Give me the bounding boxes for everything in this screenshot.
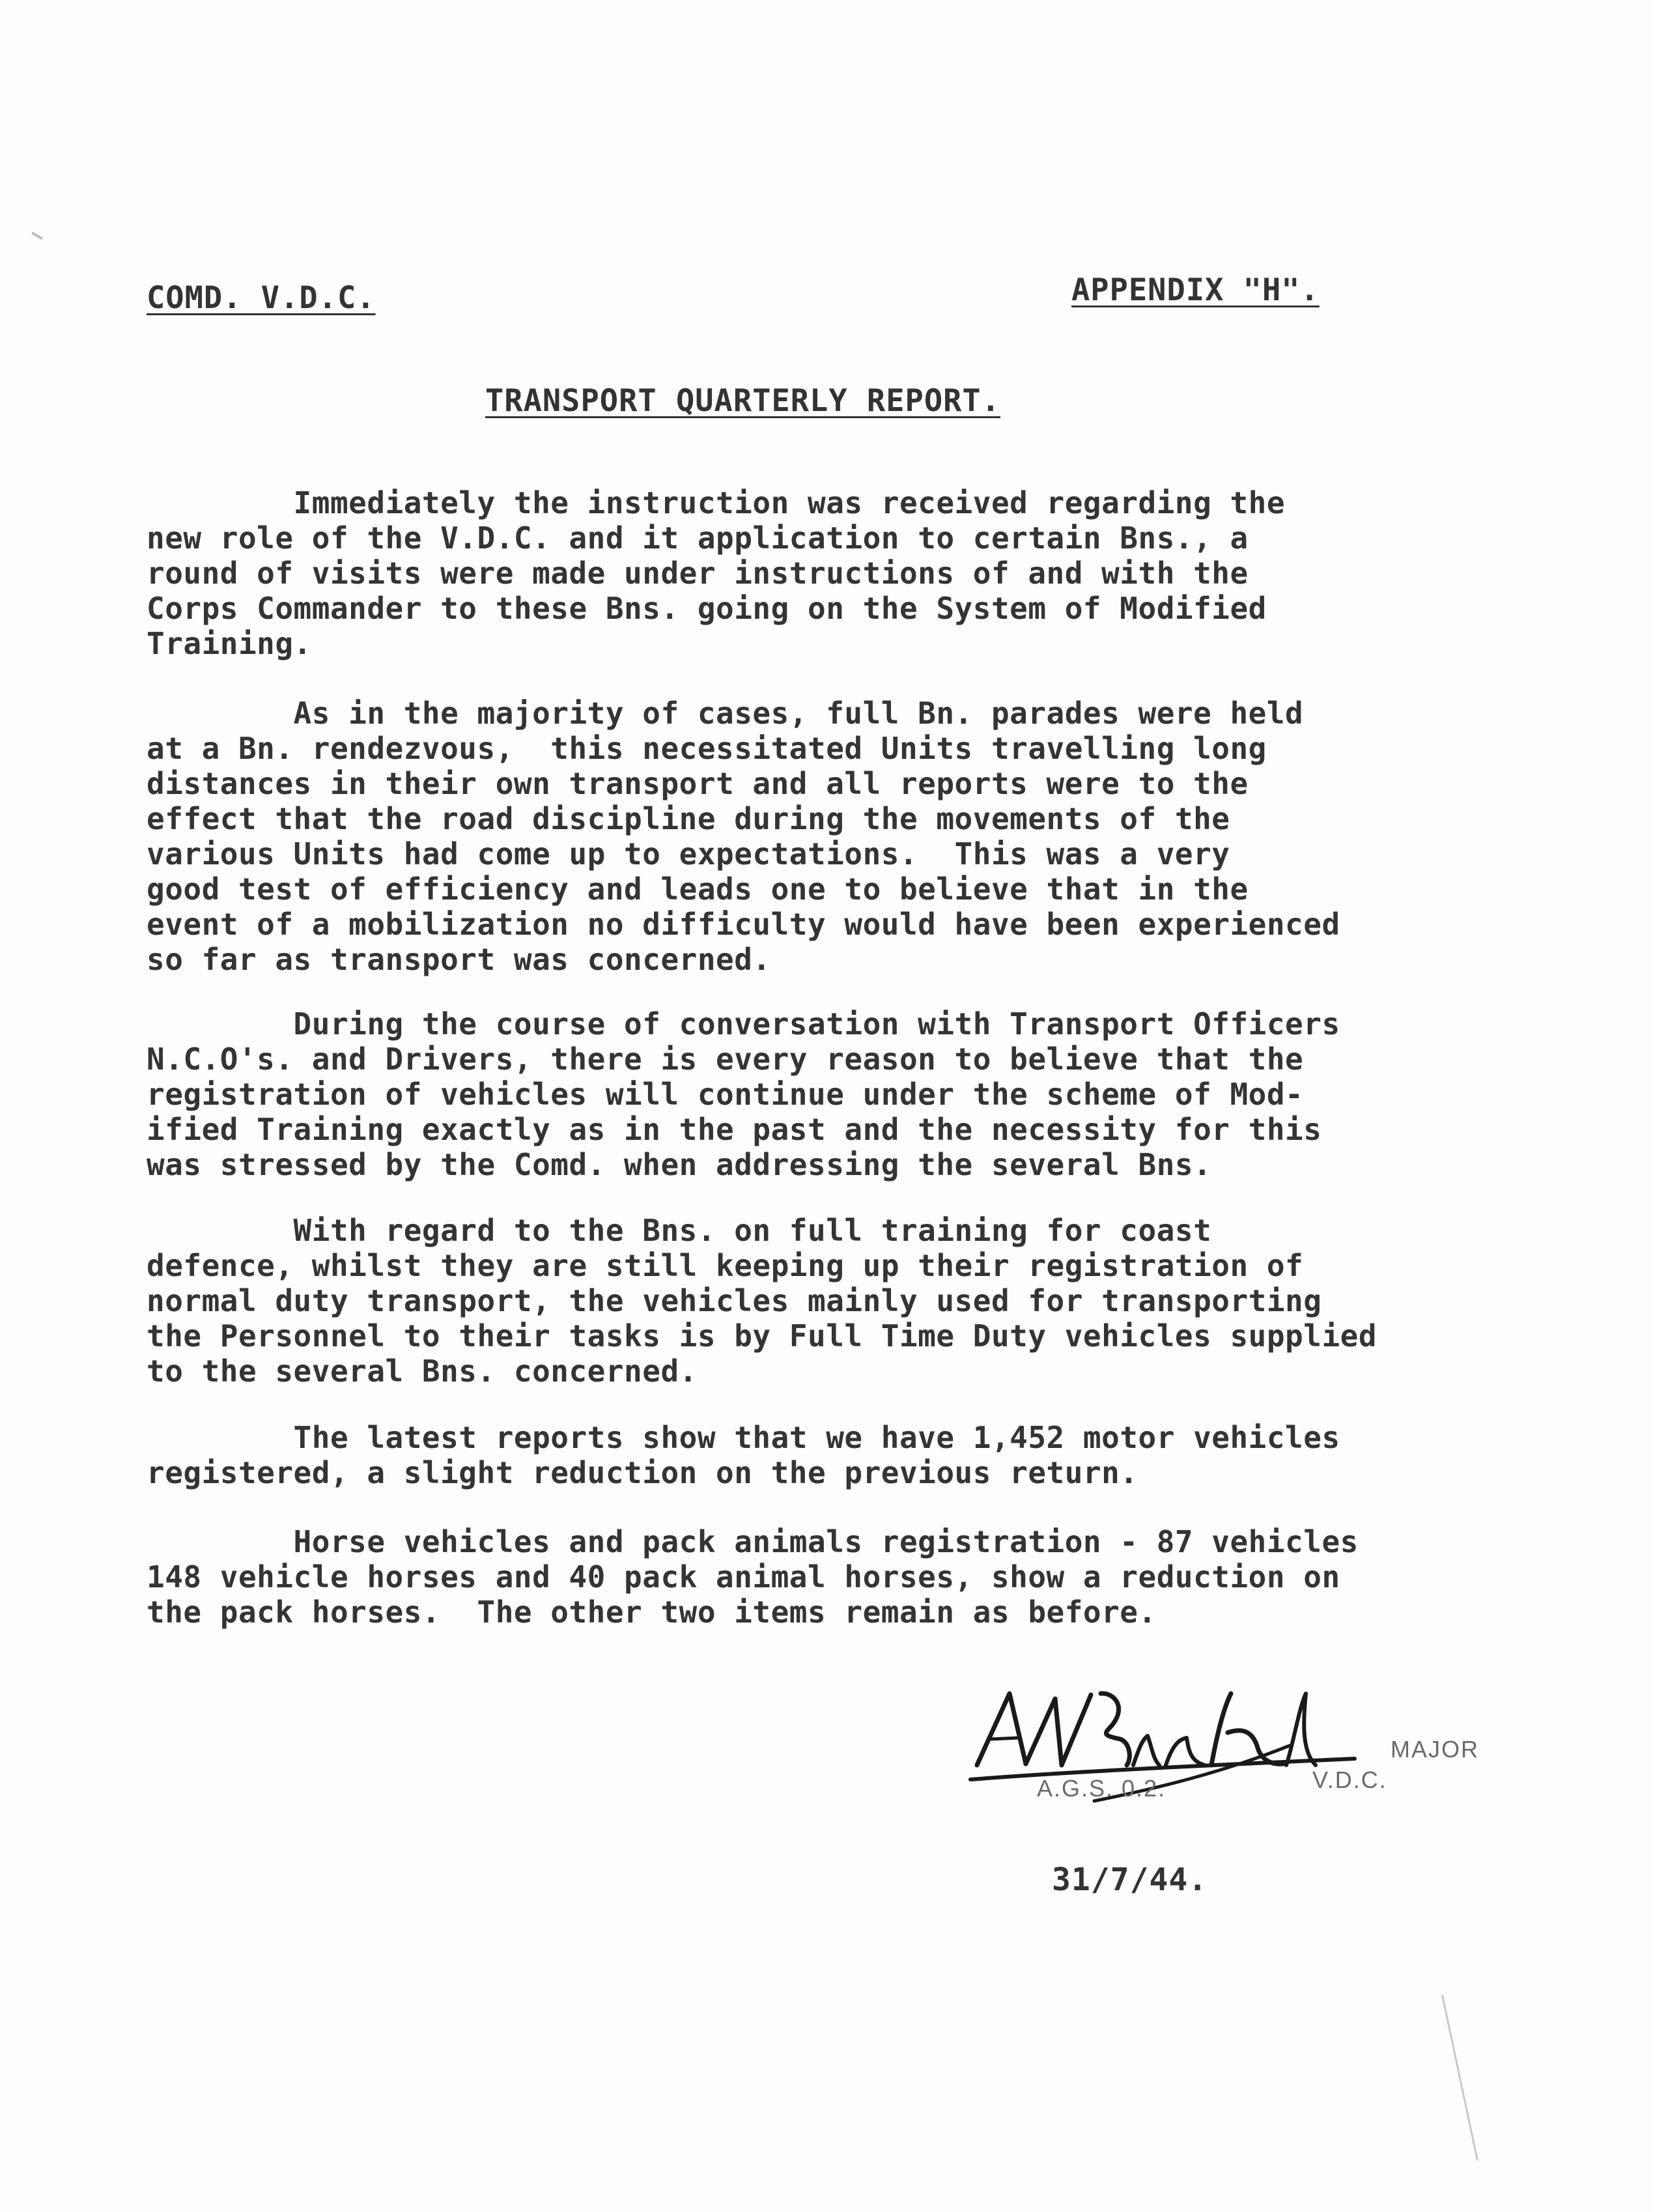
paragraph-line: normal duty transport, the vehicles mainly used for transporting <box>147 1283 1322 1318</box>
paragraph-line: The latest reports show that we have 1,452 motor vehicles <box>147 1420 1340 1455</box>
paragraph-1 <box>147 485 1501 661</box>
paragraph-6 <box>147 1524 1501 1630</box>
paragraph-3 <box>147 1006 1501 1182</box>
paragraph-line: good test of efficiency and leads one to believe that in the <box>147 872 1249 907</box>
signature-office: A.G.S. 0.2. <box>1037 1775 1166 1802</box>
paragraph-line: round of visits were made under instructions of and with the <box>147 556 1249 591</box>
paragraph-line: Immediately the instruction was received regarding the <box>147 485 1286 520</box>
paragraph-line: event of a mobilization no difficulty would have been experienced <box>147 907 1340 942</box>
paragraph-line: N.C.O's. and Drivers, there is every reason to believe that the <box>147 1042 1304 1077</box>
paragraph-line: distances in their own transport and all reports were to the <box>147 766 1249 801</box>
paragraph-5 <box>147 1420 1501 1490</box>
paragraph-4 <box>147 1213 1501 1389</box>
scan-mark <box>1441 1995 1478 2161</box>
paragraph-line: defence, whilst they are still keeping up their registration of <box>147 1248 1304 1283</box>
paragraph-line: Corps Commander to these Bns. going on the System of Modified <box>147 591 1267 626</box>
paragraph-line: at a Bn. rendezvous, this necessitated Units travelling long <box>147 731 1267 766</box>
document-date: 31/7/44. <box>1052 1862 1208 1898</box>
signature-rank: MAJOR <box>1391 1736 1479 1763</box>
scan-mark <box>31 232 43 240</box>
paragraph-line: ified Training exactly as in the past and the necessity for this <box>147 1112 1322 1147</box>
header-left: COMD. V.D.C. <box>147 280 376 316</box>
paragraph-line: 148 vehicle horses and 40 pack animal horses, show a reduction on <box>147 1559 1340 1595</box>
paragraph-line: effect that the road discipline during the movements of the <box>147 801 1230 836</box>
paragraph-line: registered, a slight reduction on the previous return. <box>147 1455 1138 1490</box>
paragraph-line: various Units had come up to expectations. This was a very <box>147 836 1230 872</box>
paragraph-line: the Personnel to their tasks is by Full Time Duty vehicles supplied <box>147 1318 1378 1354</box>
paragraph-line: was stressed by the Comd. when addressing the several Bns. <box>147 1147 1212 1182</box>
paragraph-2 <box>147 696 1501 977</box>
paragraph-line: to the several Bns. concerned. <box>147 1354 698 1389</box>
paragraph-line: so far as transport was concerned. <box>147 942 771 977</box>
paragraph-line: Training. <box>147 626 312 661</box>
signature-unit: V.D.C. <box>1312 1766 1387 1793</box>
paragraph-line: With regard to the Bns. on full training for coast <box>147 1213 1212 1248</box>
paragraph-line: As in the majority of cases, full Bn. parades were held <box>147 696 1304 731</box>
paragraph-line: During the course of conversation with Transport Officers <box>147 1006 1340 1042</box>
paragraph-line: Horse vehicles and pack animals registration - 87 vehicles <box>147 1524 1359 1559</box>
header-right: APPENDIX "H". <box>1071 272 1320 308</box>
paragraph-line: registration of vehicles will continue under the scheme of Mod- <box>147 1077 1304 1112</box>
paragraph-line: new role of the V.D.C. and it application to certain Bns., a <box>147 520 1249 556</box>
document-title: TRANSPORT QUARTERLY REPORT. <box>485 383 1001 419</box>
paragraph-line: the pack horses. The other two items remain as before. <box>147 1595 1157 1630</box>
